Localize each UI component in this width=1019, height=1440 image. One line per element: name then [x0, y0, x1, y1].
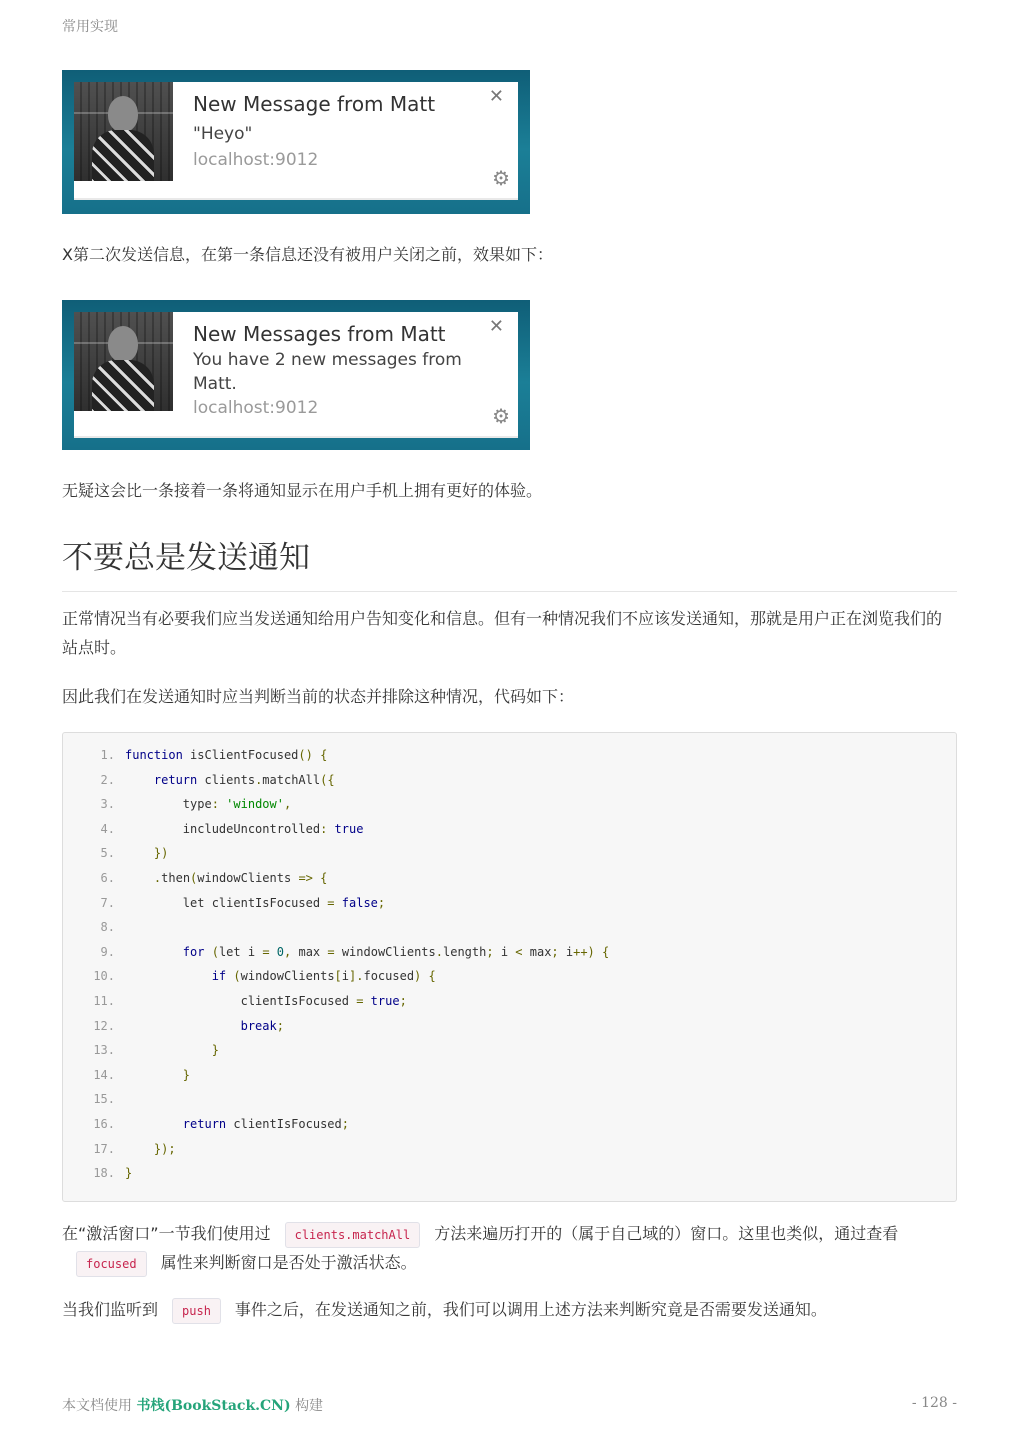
- code-line: [63, 964, 956, 989]
- code-line: [63, 915, 956, 940]
- line-number: 6.: [100, 870, 115, 885]
- notification-title: New Messages from Matt: [193, 322, 446, 346]
- line-number: 8.: [100, 920, 115, 935]
- section-heading: 不要总是发送通知: [62, 532, 957, 592]
- code-line: [63, 866, 956, 891]
- code-text: for (let i = 0, max = windowClients.length; i < max; i++) {: [182, 944, 610, 959]
- line-number: 10.: [93, 969, 115, 984]
- inline-code: focused: [76, 1251, 147, 1277]
- code-line: [63, 1087, 956, 1112]
- notification-card: [74, 82, 518, 200]
- notification-screenshot-single: [62, 70, 530, 214]
- notification-screenshot-grouped: [62, 300, 530, 450]
- code-line: [63, 1137, 956, 1162]
- code-line: [63, 1112, 956, 1137]
- code-text: }): [153, 846, 169, 861]
- code-text: includeUncontrolled: true: [125, 821, 364, 836]
- notification-body: "Heyo": [193, 124, 253, 144]
- inline-code: push: [172, 1298, 221, 1324]
- gear-icon[interactable]: ⚙: [492, 404, 510, 428]
- paragraph: 无疑这会比一条接着一条将通知显示在用户手机上拥有更好的体验。: [62, 481, 543, 500]
- notification-origin: localhost:9012: [193, 150, 319, 170]
- code-text: .then(windowClients => {: [153, 870, 328, 885]
- inline-code: clients.matchAll: [285, 1222, 421, 1248]
- notification-body: You have 2 new messages from Matt.: [193, 350, 462, 394]
- code-text: });: [153, 1141, 176, 1156]
- running-header: 常用实现: [62, 19, 118, 35]
- code-line: [63, 940, 956, 965]
- code-line: [63, 891, 956, 916]
- notification-card: [74, 312, 518, 438]
- paragraph: 正常情况当有必要我们应当发送通知给用户告知变化和信息。但有一种情况我们不应该发送通知，那就是用户正在浏览我们的站点时。: [62, 609, 943, 657]
- code-line: [63, 989, 956, 1014]
- code-line: [63, 1161, 956, 1186]
- code-text: }: [182, 1067, 191, 1082]
- code-text: type: 'window',: [125, 797, 292, 812]
- line-number: 14.: [93, 1067, 115, 1082]
- code-line: [63, 1063, 956, 1088]
- avatar: [74, 312, 173, 411]
- line-number: 12.: [93, 1018, 115, 1033]
- notification-title: New Message from Matt: [193, 92, 436, 116]
- line-number: 9.: [100, 944, 115, 959]
- close-icon[interactable]: ✕: [488, 316, 504, 337]
- code-line: [63, 792, 956, 817]
- code-line: [63, 1014, 956, 1039]
- code-text: }: [211, 1043, 219, 1058]
- code-text: if (windowClients[i].focused) {: [211, 969, 436, 984]
- code-line: [63, 817, 956, 842]
- code-line: [63, 743, 956, 768]
- code-text: break;: [240, 1018, 284, 1033]
- page-number: - 128 -: [911, 1395, 957, 1411]
- line-number: 7.: [100, 895, 115, 910]
- avatar: [74, 82, 173, 181]
- code-line: [63, 768, 956, 793]
- footer: 本文档使用 书栈(BookStack.CN) 构建: [62, 1398, 324, 1414]
- line-number: 16.: [93, 1116, 115, 1131]
- line-number: 15.: [93, 1092, 115, 1107]
- paragraph: 在“激活窗口”一节我们使用过 clients.matchAll 方法来遍历打开的（属于自己域的）窗口。这里也类似，通过查看focused 属性来判断窗口是否处于激活状态。: [62, 1219, 957, 1277]
- code-text: clientIsFocused = true;: [125, 993, 407, 1008]
- code-text: function isClientFocused() {: [125, 748, 328, 762]
- paragraph: X第二次发送信息，在第一条信息还没有被用户关闭之前，效果如下：: [62, 245, 553, 264]
- line-number: 18.: [93, 1166, 115, 1181]
- code-line: [63, 1038, 956, 1063]
- code-text: return clients.matchAll({: [153, 772, 335, 787]
- code-text: }: [125, 1166, 133, 1181]
- paragraph: 当我们监听到 push 事件之后，在发送通知之前，我们可以调用上述方法来判断究竟是否需要发送通知。: [62, 1295, 957, 1324]
- line-number: 17.: [93, 1141, 115, 1156]
- brand-link[interactable]: 书栈(BookStack.CN): [136, 1398, 291, 1414]
- line-number: 4.: [100, 821, 115, 836]
- line-number: 3.: [100, 797, 115, 812]
- line-number: 5.: [100, 846, 115, 861]
- line-number: 11.: [93, 993, 115, 1008]
- notification-origin: localhost:9012: [193, 398, 319, 418]
- code-line: [63, 841, 956, 866]
- code-text: let clientIsFocused = false;: [125, 895, 386, 910]
- code-text: return clientIsFocused;: [182, 1116, 349, 1131]
- line-number: 1.: [100, 748, 115, 762]
- line-number: 13.: [93, 1043, 115, 1058]
- paragraph: 因此我们在发送通知时应当判断当前的状态并排除这种情况，代码如下：: [62, 687, 575, 706]
- gear-icon[interactable]: ⚙: [492, 166, 510, 190]
- line-number: 2.: [100, 772, 115, 787]
- close-icon[interactable]: ✕: [488, 86, 504, 107]
- code-block: [62, 732, 957, 1202]
